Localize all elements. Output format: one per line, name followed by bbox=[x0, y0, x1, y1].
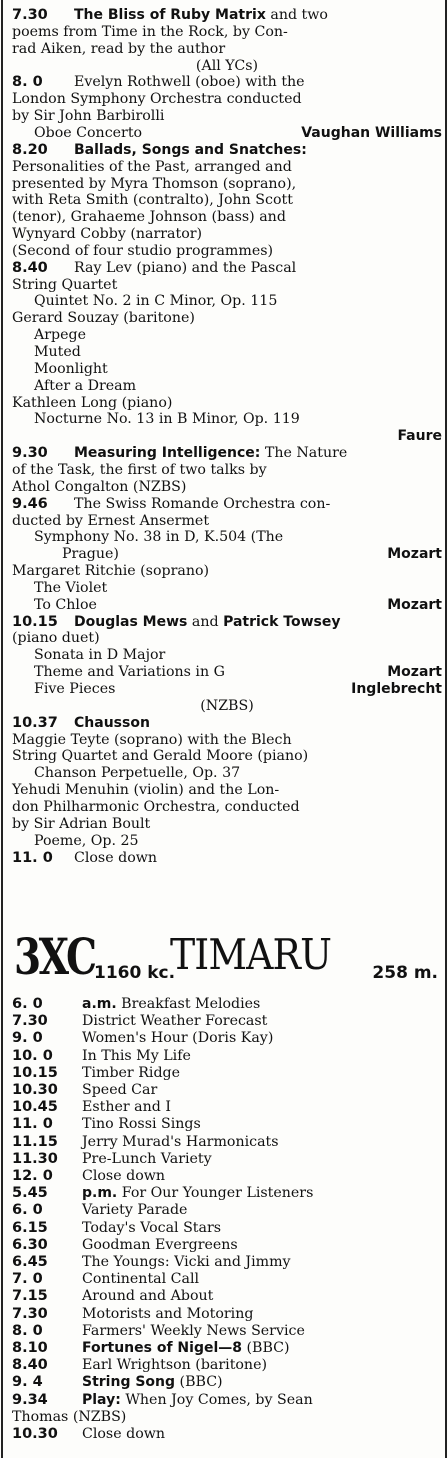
programme-time: 10. 0 bbox=[12, 1047, 53, 1064]
programme-text: Today's Vocal Stars bbox=[82, 1219, 222, 1236]
listing-line bbox=[12, 545, 442, 563]
programme-title: Douglas Mews bbox=[74, 613, 188, 630]
listing-line bbox=[12, 646, 442, 664]
listing-line bbox=[12, 663, 442, 681]
programme-text: The Violet bbox=[34, 579, 108, 596]
listing-line bbox=[12, 680, 442, 698]
listing-line bbox=[12, 360, 442, 378]
programme-time: 8.40 bbox=[12, 259, 48, 276]
listing-line bbox=[12, 1115, 442, 1133]
programme-title: Measuring Intelligence: bbox=[74, 445, 261, 462]
listing-line bbox=[12, 461, 442, 479]
programme-text: The Swiss Romande Orchestra con- bbox=[74, 495, 331, 512]
programme-text: London Symphony Orchestra conducted bbox=[12, 91, 302, 108]
listing-line bbox=[12, 1305, 442, 1323]
programme-title: Play: bbox=[82, 1391, 121, 1408]
listing-line bbox=[12, 57, 442, 75]
composer-name: Mozart bbox=[387, 546, 442, 563]
programme-text: Jerry Murad's Harmonicats bbox=[82, 1133, 279, 1150]
listing-line bbox=[12, 1081, 442, 1099]
listing-line bbox=[12, 276, 442, 294]
listing-line bbox=[12, 697, 442, 715]
programme-text: (NZBS) bbox=[200, 697, 254, 714]
listing-line bbox=[12, 326, 442, 344]
programme-text: Poeme, Op. 25 bbox=[34, 832, 139, 849]
listing-line bbox=[12, 309, 442, 327]
listing-line bbox=[12, 1150, 442, 1168]
programme-time: 10.37 bbox=[12, 714, 58, 731]
listing-line bbox=[12, 1098, 442, 1116]
listing-line bbox=[12, 73, 442, 91]
programme-time: 8.40 bbox=[12, 1357, 48, 1374]
station-header bbox=[12, 929, 438, 989]
listing-line bbox=[12, 815, 442, 833]
programme-text: In This My Life bbox=[82, 1047, 191, 1064]
listing-line bbox=[12, 495, 442, 513]
programme-text: Quintet No. 2 in C Minor, Op. 115 bbox=[34, 293, 278, 310]
listing-line bbox=[12, 259, 442, 277]
programme-text: Sonata in D Major bbox=[34, 647, 166, 664]
programme-time: 11.30 bbox=[12, 1150, 58, 1167]
programme-text: Maggie Teyte (soprano) with the Blech bbox=[12, 731, 292, 748]
programme-text: of the Task, the first of two talks by bbox=[12, 461, 267, 478]
programme-text: Nocturne No. 13 in B Minor, Op. 119 bbox=[34, 411, 300, 428]
programme-text: presented by Myra Thomson (soprano), bbox=[12, 175, 297, 192]
programme-time: 11. 0 bbox=[12, 849, 53, 866]
programme-time: 10.30 bbox=[12, 1082, 58, 1098]
programme-text: Symphony No. 38 in D, K.504 (The bbox=[34, 529, 284, 546]
listing-line bbox=[12, 1012, 442, 1030]
listing-line bbox=[12, 579, 442, 597]
programme-time: 5.45 bbox=[12, 1185, 48, 1202]
programme-title: String Song bbox=[82, 1374, 176, 1391]
programme-text: Arpege bbox=[34, 327, 86, 344]
programme-text: Tino Rossi Sings bbox=[82, 1116, 201, 1133]
programme-text: Chanson Perpetuelle, Op. 37 bbox=[34, 765, 241, 782]
listing-line bbox=[12, 1201, 442, 1219]
listing-line bbox=[12, 1064, 442, 1082]
listing-line bbox=[12, 731, 442, 749]
programme-text: rad Aiken, read by the author bbox=[12, 40, 226, 57]
listing-line bbox=[12, 512, 442, 530]
composer-name: Faure bbox=[397, 428, 442, 445]
programme-text: Evelyn Rothwell (oboe) with the bbox=[74, 74, 305, 91]
programme-text: (piano duet) bbox=[12, 630, 100, 647]
programme-text: Around and About bbox=[82, 1288, 214, 1305]
programme-text: ducted by Ernest Ansermet bbox=[12, 512, 210, 529]
programme-time: 12. 0 bbox=[12, 1168, 53, 1184]
listing-line bbox=[12, 1133, 442, 1151]
programme-time: 8. 0 bbox=[12, 74, 43, 91]
programme-text: Women's Hour (Doris Kay) bbox=[82, 1030, 274, 1047]
listing-line bbox=[12, 208, 442, 226]
programme-text: The Nature bbox=[260, 445, 348, 462]
programme-text: Moonlight bbox=[34, 360, 108, 377]
programme-time: 11.15 bbox=[12, 1133, 58, 1150]
programme-text: Yehudi Menuhin (violin) and the Lon- bbox=[12, 782, 280, 799]
programme-title: Ballads, Songs and Snatches: bbox=[74, 141, 307, 158]
programme-title: a.m. bbox=[82, 996, 117, 1012]
listing-line bbox=[12, 124, 442, 142]
programme-text: Continental Call bbox=[82, 1271, 200, 1288]
programme-time: 7.30 bbox=[12, 1305, 48, 1322]
listing-line bbox=[12, 141, 442, 159]
programme-text: Motorists and Motoring bbox=[82, 1305, 254, 1322]
programme-text: (BBC) bbox=[175, 1374, 223, 1391]
listing-line bbox=[12, 1219, 442, 1237]
listing-line bbox=[12, 1391, 442, 1409]
programme-text: (Second of four studio programmes) bbox=[12, 242, 274, 259]
programme-time: 10.45 bbox=[12, 1099, 58, 1116]
programme-text: Close down bbox=[82, 1168, 166, 1184]
left-column-rule bbox=[1, 0, 3, 1458]
programme-time: 10.15 bbox=[12, 613, 58, 630]
listing-line bbox=[12, 1425, 442, 1443]
listing-line bbox=[12, 781, 442, 799]
station-city: TIMARU bbox=[170, 930, 332, 979]
composer-name: Mozart bbox=[387, 596, 442, 613]
programme-text: District Weather Forecast bbox=[82, 1013, 268, 1030]
listing-line bbox=[12, 747, 442, 765]
programme-time: 6. 0 bbox=[12, 996, 43, 1012]
programme-time: 9.30 bbox=[12, 445, 48, 462]
listing-line bbox=[12, 1236, 442, 1254]
programme-text: Oboe Concerto bbox=[34, 124, 143, 141]
programme-text: Theme and Variations in G bbox=[34, 664, 225, 681]
programme-text: Esther and I bbox=[82, 1099, 171, 1116]
programme-text: (BBC) bbox=[242, 1340, 290, 1356]
programme-text: and bbox=[187, 613, 224, 630]
listing-line bbox=[12, 1253, 442, 1271]
station-call-sign: 3XC bbox=[14, 927, 95, 986]
composer-name: Vaughan Williams bbox=[301, 124, 442, 141]
listing-line bbox=[12, 242, 442, 260]
listing-line bbox=[12, 410, 442, 428]
programme-text: Pre-Lunch Variety bbox=[82, 1150, 212, 1167]
listing-line bbox=[12, 1029, 442, 1047]
programme-time: 6.30 bbox=[12, 1236, 48, 1253]
programme-text: by Sir Adrian Boult bbox=[12, 815, 151, 832]
programme-time: 10.30 bbox=[12, 1426, 58, 1442]
programme-text: Goodman Evergreens bbox=[82, 1236, 238, 1253]
listing-line bbox=[12, 6, 442, 24]
listing-line bbox=[12, 798, 442, 816]
programme-text: Speed Car bbox=[82, 1082, 158, 1098]
programme-text: with Reta Smith (contralto), John Scott bbox=[12, 192, 293, 209]
listing-line bbox=[12, 40, 442, 58]
programme-text: Farmers' Weekly News Service bbox=[82, 1322, 305, 1339]
programme-text: Wynyard Cobby (narrator) bbox=[12, 226, 203, 243]
listing-line bbox=[12, 1322, 442, 1340]
listing-line bbox=[12, 596, 442, 614]
programme-text: Breakfast Melodies bbox=[116, 996, 261, 1012]
listing-line bbox=[12, 1356, 442, 1374]
programme-text: Close down bbox=[74, 849, 158, 866]
listing-line bbox=[12, 1167, 442, 1185]
programme-time: 7. 0 bbox=[12, 1271, 43, 1288]
composer-name: Inglebrecht bbox=[351, 681, 442, 697]
programme-text: Athol Congalton (NZBS) bbox=[12, 478, 187, 495]
programme-text: Prague) bbox=[62, 546, 119, 563]
programme-text: When Joy Comes, by Sean bbox=[120, 1391, 313, 1408]
programme-text: Margaret Ritchie (soprano) bbox=[12, 563, 210, 580]
programme-time: 9. 4 bbox=[12, 1374, 43, 1391]
programme-text: For Our Younger Listeners bbox=[117, 1185, 314, 1202]
listing-line bbox=[12, 1047, 442, 1065]
programme-time: 9.34 bbox=[12, 1391, 48, 1408]
programme-text: Thomas (NZBS) bbox=[12, 1408, 127, 1425]
listing-line bbox=[12, 613, 442, 631]
programme-text: (tenor), Grahaeme Johnson (bass) and bbox=[12, 209, 286, 226]
programme-time: 7.15 bbox=[12, 1288, 48, 1305]
programme-title: Chausson bbox=[74, 714, 150, 731]
programme-text: Muted bbox=[34, 344, 81, 360]
programme-time: 7.30 bbox=[12, 1013, 48, 1030]
programme-title: The Bliss of Ruby Matrix bbox=[74, 7, 266, 23]
programme-time: 8.10 bbox=[12, 1340, 48, 1356]
programme-text: Variety Parade bbox=[82, 1202, 188, 1219]
listing-line bbox=[12, 629, 442, 647]
listing-line bbox=[12, 175, 442, 193]
listing-line bbox=[12, 191, 442, 209]
listing-line bbox=[12, 158, 442, 176]
listing-line bbox=[12, 23, 442, 41]
programme-title: Fortunes of Nigel—8 bbox=[82, 1340, 243, 1356]
listing-line bbox=[12, 562, 442, 580]
listing-line bbox=[12, 225, 442, 243]
station-frequency: 1160 kc. bbox=[94, 963, 176, 983]
programme-text: and two bbox=[265, 7, 328, 23]
listing-line bbox=[12, 1270, 442, 1288]
listing-line bbox=[12, 714, 442, 732]
listing-line bbox=[12, 427, 442, 445]
programme-time: 10.15 bbox=[12, 1064, 58, 1081]
listing-line bbox=[12, 444, 442, 462]
programme-text: After a Dream bbox=[34, 377, 137, 394]
programme-text: To Chloe bbox=[34, 596, 97, 613]
programme-time: 8. 0 bbox=[12, 1322, 43, 1339]
programme-time: 11. 0 bbox=[12, 1116, 53, 1133]
programme-text: by Sir John Barbirolli bbox=[12, 108, 165, 125]
programme-text: String Quartet and Gerald Moore (piano) bbox=[12, 748, 309, 765]
listing-line bbox=[12, 1184, 442, 1202]
programme-text: The Youngs: Vicki and Jimmy bbox=[82, 1254, 291, 1270]
programme-time: 9. 0 bbox=[12, 1030, 43, 1047]
programme-title: Patrick Towsey bbox=[223, 613, 341, 630]
programme-text: don Philharmonic Orchestra, conducted bbox=[12, 798, 300, 815]
programme-time: 8.20 bbox=[12, 141, 48, 158]
listing-line bbox=[12, 394, 442, 412]
programme-time: 9.46 bbox=[12, 495, 48, 512]
listing-line bbox=[12, 292, 442, 310]
programme-text: Gerard Souzay (baritone) bbox=[12, 310, 195, 327]
station-wavelength: 258 m. bbox=[372, 963, 438, 983]
programme-time: 7.30 bbox=[12, 7, 48, 23]
programme-time: 6.15 bbox=[12, 1219, 48, 1236]
listing-line bbox=[12, 478, 442, 496]
programme-text: Timber Ridge bbox=[82, 1064, 181, 1081]
listing-line bbox=[12, 832, 442, 850]
listing-line bbox=[12, 528, 442, 546]
listing-line bbox=[12, 764, 442, 782]
programme-text: Earl Wrightson (baritone) bbox=[82, 1357, 268, 1374]
programme-text: Close down bbox=[82, 1426, 166, 1442]
listing-line bbox=[12, 343, 442, 361]
programme-text: Five Pieces bbox=[34, 681, 116, 697]
programme-time: 6.45 bbox=[12, 1254, 48, 1270]
listing-line bbox=[12, 1373, 442, 1391]
right-column-rule bbox=[445, 0, 447, 1458]
listing-line bbox=[12, 377, 442, 395]
listing-line bbox=[12, 1408, 442, 1426]
listing-line bbox=[12, 90, 442, 108]
programme-text: String Quartet bbox=[12, 276, 118, 293]
listing-line bbox=[12, 849, 442, 867]
listing-line bbox=[12, 1339, 442, 1357]
composer-name: Mozart bbox=[387, 664, 442, 681]
programme-text: poems from Time in the Rock, by Con- bbox=[12, 23, 288, 40]
listing-line bbox=[12, 107, 442, 125]
listing-line bbox=[12, 995, 442, 1013]
programme-text: Kathleen Long (piano) bbox=[12, 394, 173, 411]
listing-line bbox=[12, 1287, 442, 1305]
programme-text: Ray Lev (piano) and the Pascal bbox=[74, 259, 297, 276]
programme-text: Personalities of the Past, arranged and bbox=[12, 158, 292, 175]
programme-time: 6. 0 bbox=[12, 1202, 43, 1219]
programme-title: p.m. bbox=[82, 1185, 118, 1202]
programme-text: (All YCs) bbox=[195, 57, 259, 74]
